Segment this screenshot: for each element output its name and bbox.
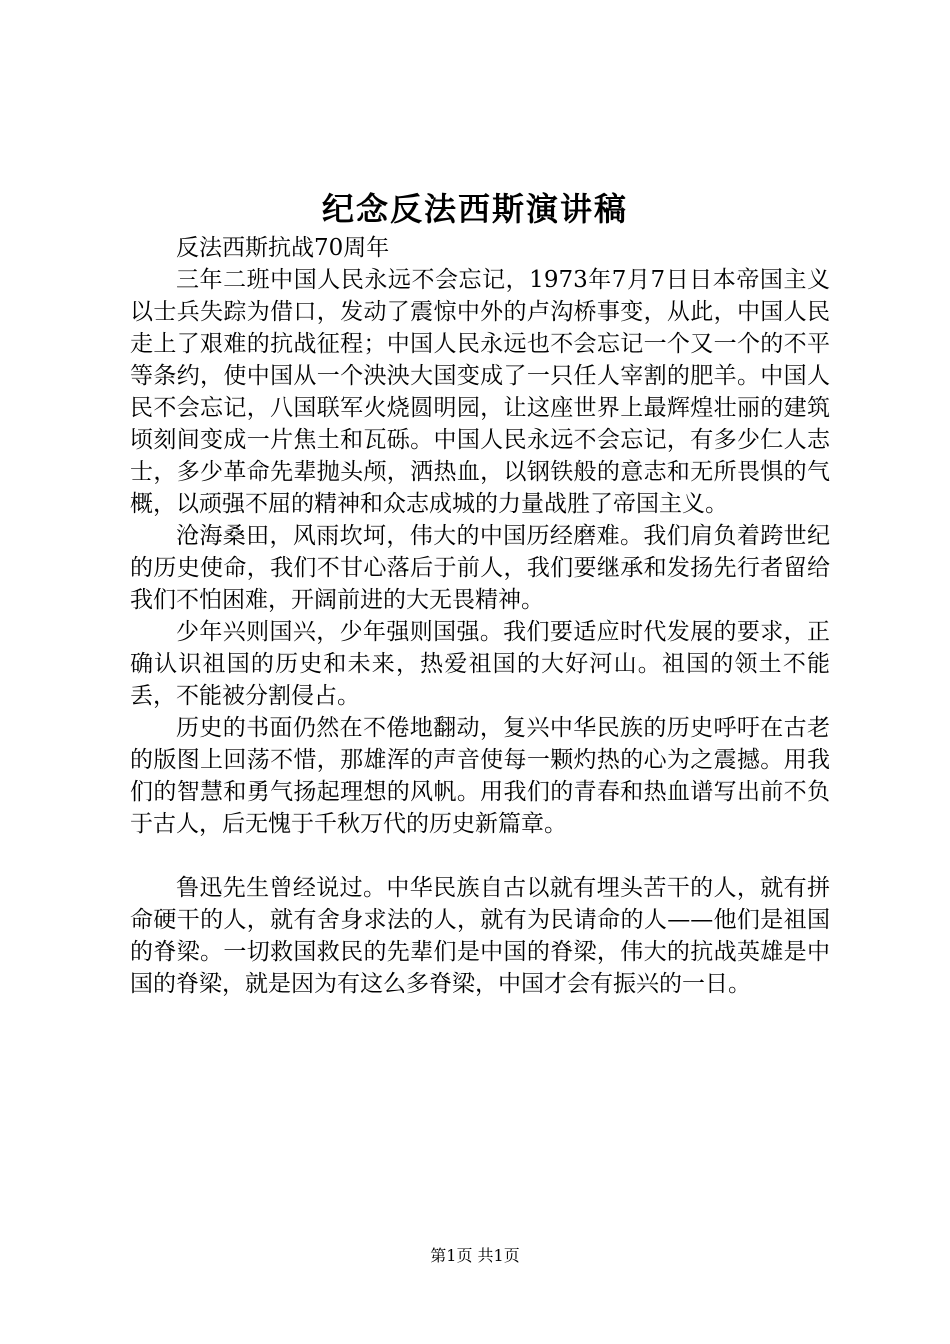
paragraph-5: 鲁迅先生曾经说过。中华民族自古以就有埋头苦干的人，就有拼命硬干的人，就有舍身求法的人，就有为民请命的人——他们是祖国的脊梁。一切救国救民的先辈们是中国的脊梁，伟大的抗战英雄是中国的脊梁，就是因为有这么多脊梁，中国才会有振兴的一日。: [130, 875, 830, 997]
paragraph-1: 三年二班中国人民永远不会忘记，1973年7月7日日本帝国主义以士兵失踪为借口，发动了震惊中外的卢沟桥事变，从此，中国人民走上了艰难的抗战征程；中国人民永远也不会忘记一个又一个的不平等条约，使中国从一个泱泱大国变成了一只任人宰割的肥羊。中国人民不会忘记，八国联军火烧圆明园，让这座世界上最辉煌壮丽的建筑顷刻间变成一片焦土和瓦砾。中国人民永远不会忘记，有多少仁人志士，多少革命先辈抛头颅，洒热血，以钢铁般的意志和无所畏惧的气概，以顽强不屈的精神和众志成城的力量战胜了帝国主义。: [130, 267, 830, 517]
document-title: 纪念反法西斯演讲稿: [321, 190, 628, 228]
paragraph-2: 沧海桑田，风雨坎坷，伟大的中国历经磨难。我们肩负着跨世纪的历史使命，我们不甘心落后于前人，我们要继承和发扬先行者留给我们不怕困难，开阔前进的大无畏精神。: [130, 523, 830, 613]
paragraph-3: 少年兴则国兴，少年强则国强。我们要适应时代发展的要求，正确认识祖国的历史和未来，热爱祖国的大好河山。祖国的领土不能丢，不能被分割侵占。: [130, 619, 830, 709]
paragraph-subtitle: 反法西斯抗战70周年: [176, 235, 390, 261]
page-footer: 第1页 共1页: [430, 1246, 520, 1265]
paragraph-4: 历史的书面仍然在不倦地翻动，复兴中华民族的历史呼吁在古老的版图上回荡不惜，那雄浑的声音使每一颗灼热的心为之震撼。用我们的智慧和勇气扬起理想的风帆。用我们的青春和热血谱写出前不负于古人，后无愧于千秋万代的历史新篇章。: [130, 715, 830, 837]
document-body: [130, 232, 830, 1000]
